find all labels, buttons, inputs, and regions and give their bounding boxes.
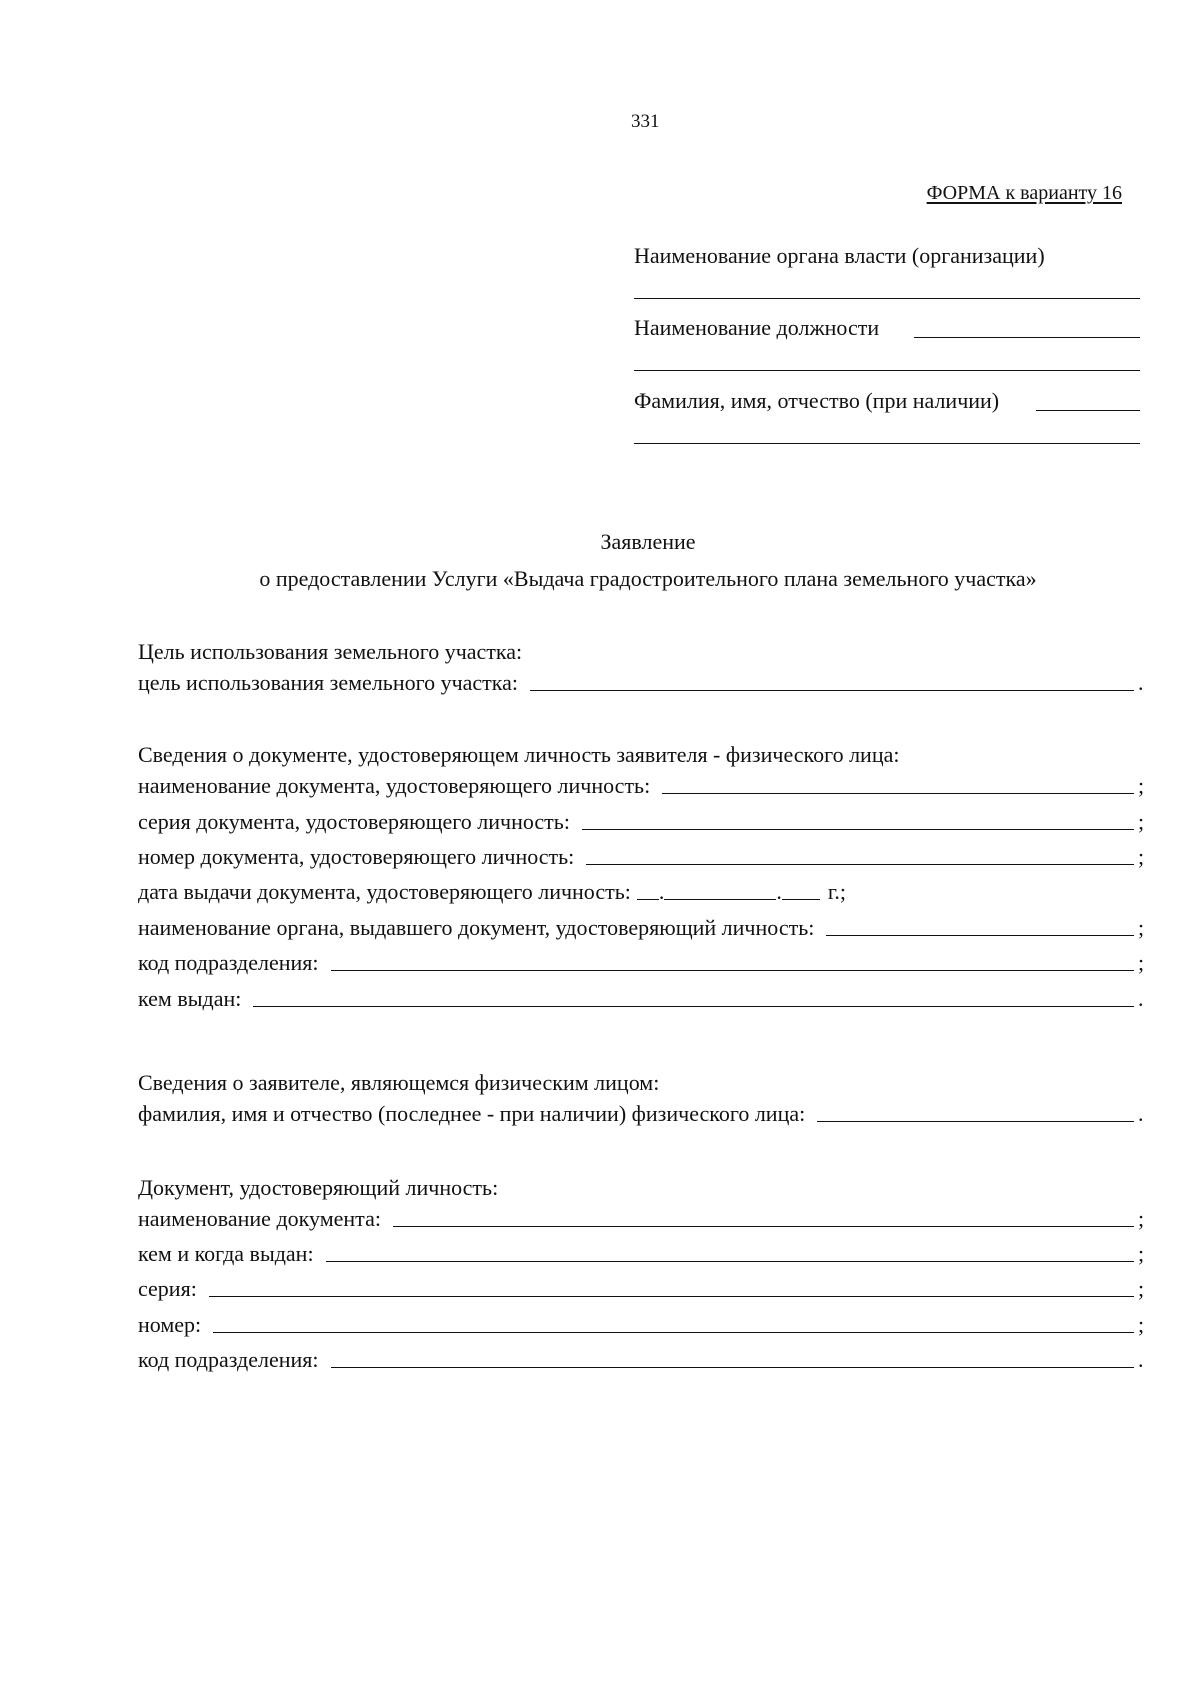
document-number-label: номер:	[138, 1312, 202, 1337]
document-series-label: серия:	[138, 1276, 197, 1301]
authority-label: Наименование органа власти (организации)	[634, 243, 1045, 268]
applicant-fio-row: фамилия, имя и отчество (последнее - при наличии) физического лица: .	[138, 1101, 1144, 1126]
document-division-field[interactable]	[331, 1367, 1134, 1368]
document-series-field[interactable]	[209, 1296, 1134, 1297]
document-subtitle: о предоставлении Услуги «Выдача градостроительного плана земельного участка»	[259, 566, 1037, 591]
document-series-row: серия: ;	[138, 1276, 1145, 1301]
authority-field[interactable]	[634, 298, 1140, 299]
document-name-row: наименование документа: ;	[138, 1206, 1145, 1231]
purpose-heading: Цель использования земельного участка:	[138, 639, 523, 664]
identity-doc-division-label: код подразделения:	[138, 950, 319, 975]
fio-label: Фамилия, имя, отчество (при наличии)	[634, 388, 1000, 413]
date-month-field[interactable]	[664, 899, 776, 900]
purpose-label: цель использования земельного участка:	[138, 670, 519, 695]
identity-doc-name-label: наименование документа, удостоверяющего личность:	[138, 773, 651, 798]
fio-field-continuation[interactable]	[634, 443, 1140, 444]
identity-doc-series-row: серия документа, удостоверяющего личность: ;	[138, 809, 1145, 834]
identity-doc-series-label: серия документа, удостоверяющего личность:	[138, 809, 570, 834]
applicant-heading: Сведения о заявителе, являющемся физическим лицом:	[138, 1070, 660, 1095]
document-division-label: код подразделения:	[138, 1347, 319, 1372]
position-field[interactable]	[914, 337, 1140, 338]
page-number: 331	[631, 111, 660, 132]
identity-doc-heading: Сведения о документе, удостоверяющем личность заявителя - физического лица:	[138, 742, 900, 767]
document-issued-label: кем и когда выдан:	[138, 1241, 314, 1266]
date-year-field[interactable]	[782, 899, 820, 900]
applicant-fio-label: фамилия, имя и отчество (последнее - при наличии) физического лица:	[138, 1101, 806, 1126]
document-name-label: наименование документа:	[138, 1206, 381, 1231]
identity-doc-date-row: дата выдачи документа, удостоверяющего личность: . . г.;	[138, 879, 847, 904]
date-day-field[interactable]	[637, 899, 659, 900]
document-division-row: код подразделения: .	[138, 1347, 1144, 1372]
identity-doc-date-label: дата выдачи документа, удостоверяющего личность:	[138, 879, 631, 904]
identity-doc-division-field[interactable]	[331, 970, 1134, 971]
document-issued-row: кем и когда выдан: ;	[138, 1241, 1145, 1266]
form-variant-label: ФОРМА к варианту 16	[926, 182, 1122, 204]
applicant-fio-field[interactable]	[817, 1121, 1134, 1122]
document-issued-field[interactable]	[326, 1261, 1134, 1262]
identity-doc-authority-label: наименование органа, выдавшего документ, удостоверяющий личность:	[138, 915, 815, 940]
document-name-field[interactable]	[393, 1226, 1134, 1227]
document-number-row: номер: ;	[138, 1312, 1145, 1337]
document-title: Заявление	[600, 529, 696, 554]
document-heading: Документ, удостоверяющий личность:	[138, 1175, 499, 1200]
date-suffix: г.;	[827, 879, 847, 904]
position-label: Наименование должности	[634, 315, 880, 340]
identity-doc-series-field[interactable]	[582, 829, 1134, 830]
purpose-field[interactable]	[530, 690, 1134, 691]
identity-doc-number-row: номер документа, удостоверяющего личность: ;	[138, 844, 1145, 869]
identity-doc-name-field[interactable]	[662, 793, 1134, 794]
identity-doc-division-row: код подразделения: ;	[138, 950, 1145, 975]
identity-doc-number-field[interactable]	[586, 864, 1134, 865]
identity-doc-authority-field[interactable]	[826, 935, 1134, 936]
fio-field[interactable]	[1036, 410, 1140, 411]
identity-doc-issuer-field[interactable]	[253, 1006, 1134, 1007]
document-number-field[interactable]	[213, 1332, 1134, 1333]
position-field-continuation[interactable]	[634, 370, 1140, 371]
identity-doc-issuer-label: кем выдан:	[138, 986, 242, 1011]
identity-doc-number-label: номер документа, удостоверяющего личность:	[138, 844, 575, 869]
purpose-row: цель использования земельного участка: .	[138, 670, 1144, 695]
identity-doc-name-row: наименование документа, удостоверяющего личность: ;	[138, 773, 1145, 798]
identity-doc-authority-row: наименование органа, выдавшего документ, удостоверяющий личность: ;	[138, 915, 1145, 940]
identity-doc-issuer-row: кем выдан: .	[138, 986, 1144, 1011]
